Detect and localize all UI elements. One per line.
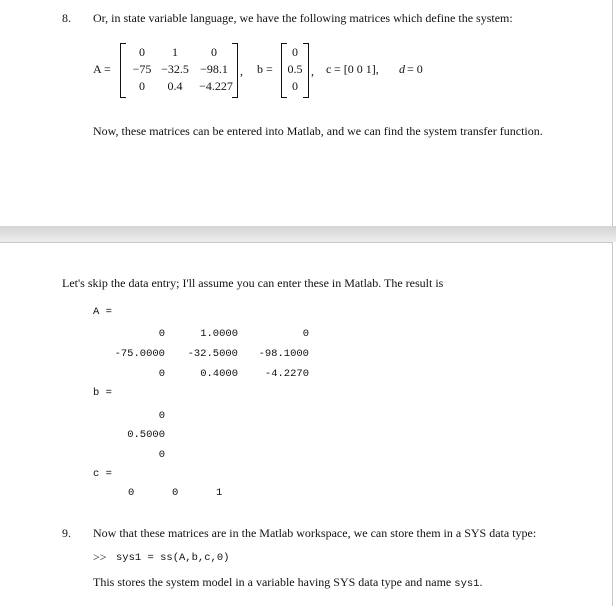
output-c-cell: 1 — [216, 487, 223, 499]
matrix-a-cell: 0 — [139, 45, 145, 59]
separator-comma: , — [240, 64, 243, 78]
matrix-a-label: A = — [93, 62, 111, 76]
output-c-cell: 0 — [172, 487, 179, 499]
output-a-label: A = — [93, 306, 112, 318]
output-a-cell: 0 — [158, 328, 165, 340]
output-a-cell: -98.1000 — [258, 348, 309, 360]
vector-c-label: c — [326, 62, 332, 76]
matrix-a-cell: −98.1 — [200, 62, 228, 76]
item-9-intro: Now that these matrices are in the Matlab workspace, we can store them in a SYS data type: — [93, 526, 537, 540]
vector-b-cell: 0 — [292, 79, 298, 93]
variable-name: sys1 — [454, 578, 480, 590]
vector-b-right-bracket — [303, 43, 309, 98]
output-a-cell: 0 — [302, 328, 309, 340]
output-a-cell: 1.0000 — [200, 328, 238, 340]
matrix-a-cell: 1 — [172, 45, 178, 59]
output-b-label: b = — [93, 387, 112, 399]
vector-b-cell: 0.5 — [287, 62, 303, 76]
vector-b-cell: 0 — [292, 45, 298, 59]
vector-c-value: = [0 0 1], — [334, 62, 379, 76]
output-c-cell: 0 — [128, 487, 135, 499]
output-a-cell: -75.0000 — [114, 348, 165, 360]
output-a-cell: 0 — [158, 368, 165, 380]
matrix-a-left-bracket — [120, 43, 126, 98]
document-page-2 — [0, 242, 613, 606]
scalar-d-value: = 0 — [407, 62, 423, 76]
document-page-1 — [0, 0, 613, 226]
separator-comma: , — [311, 64, 314, 78]
vector-b-label: b = — [257, 62, 273, 76]
item-number: 8. — [62, 11, 71, 25]
skip-intro: Let's skip the data entry; I'll assume you can enter these in Matlab. The result is — [62, 276, 444, 290]
page-gap — [0, 226, 616, 242]
matrix-a-cell: 0 — [211, 45, 217, 59]
item-9-outro-end: . — [479, 575, 483, 589]
item-number: 9. — [62, 526, 71, 540]
item-8-followup: Now, these matrices can be entered into Matlab, and we can find the system transfer function. — [93, 124, 543, 138]
output-b-cell: 0 — [158, 449, 165, 461]
matrix-a-cell: 0 — [139, 79, 145, 93]
command-prompt: >> — [93, 550, 107, 564]
matrix-a-right-bracket — [232, 43, 238, 98]
output-a-cell: -32.5000 — [187, 348, 238, 360]
matrix-a-cell: −32.5 — [161, 62, 189, 76]
item-9-outro — [93, 575, 482, 591]
scalar-d-label: d — [399, 62, 405, 76]
output-a-cell: 0.4000 — [200, 368, 238, 380]
matrix-a-cell: 0.4 — [167, 79, 183, 93]
item-8-intro: Or, in state variable language, we have the following matrices which define the system: — [93, 11, 513, 25]
output-a-cell: -4.2270 — [264, 368, 309, 380]
output-b-cell: 0.5000 — [127, 429, 165, 441]
output-b-cell: 0 — [158, 410, 165, 422]
matrix-a-cell: −4.227 — [199, 79, 233, 93]
item-9-outro-text: This stores the system model in a variable having SYS data type and name — [93, 575, 452, 589]
command-code: sys1 = ss(A,b,c,0) — [116, 552, 230, 564]
output-c-label: c = — [93, 468, 112, 480]
matrix-a-cell: −75 — [132, 62, 152, 76]
